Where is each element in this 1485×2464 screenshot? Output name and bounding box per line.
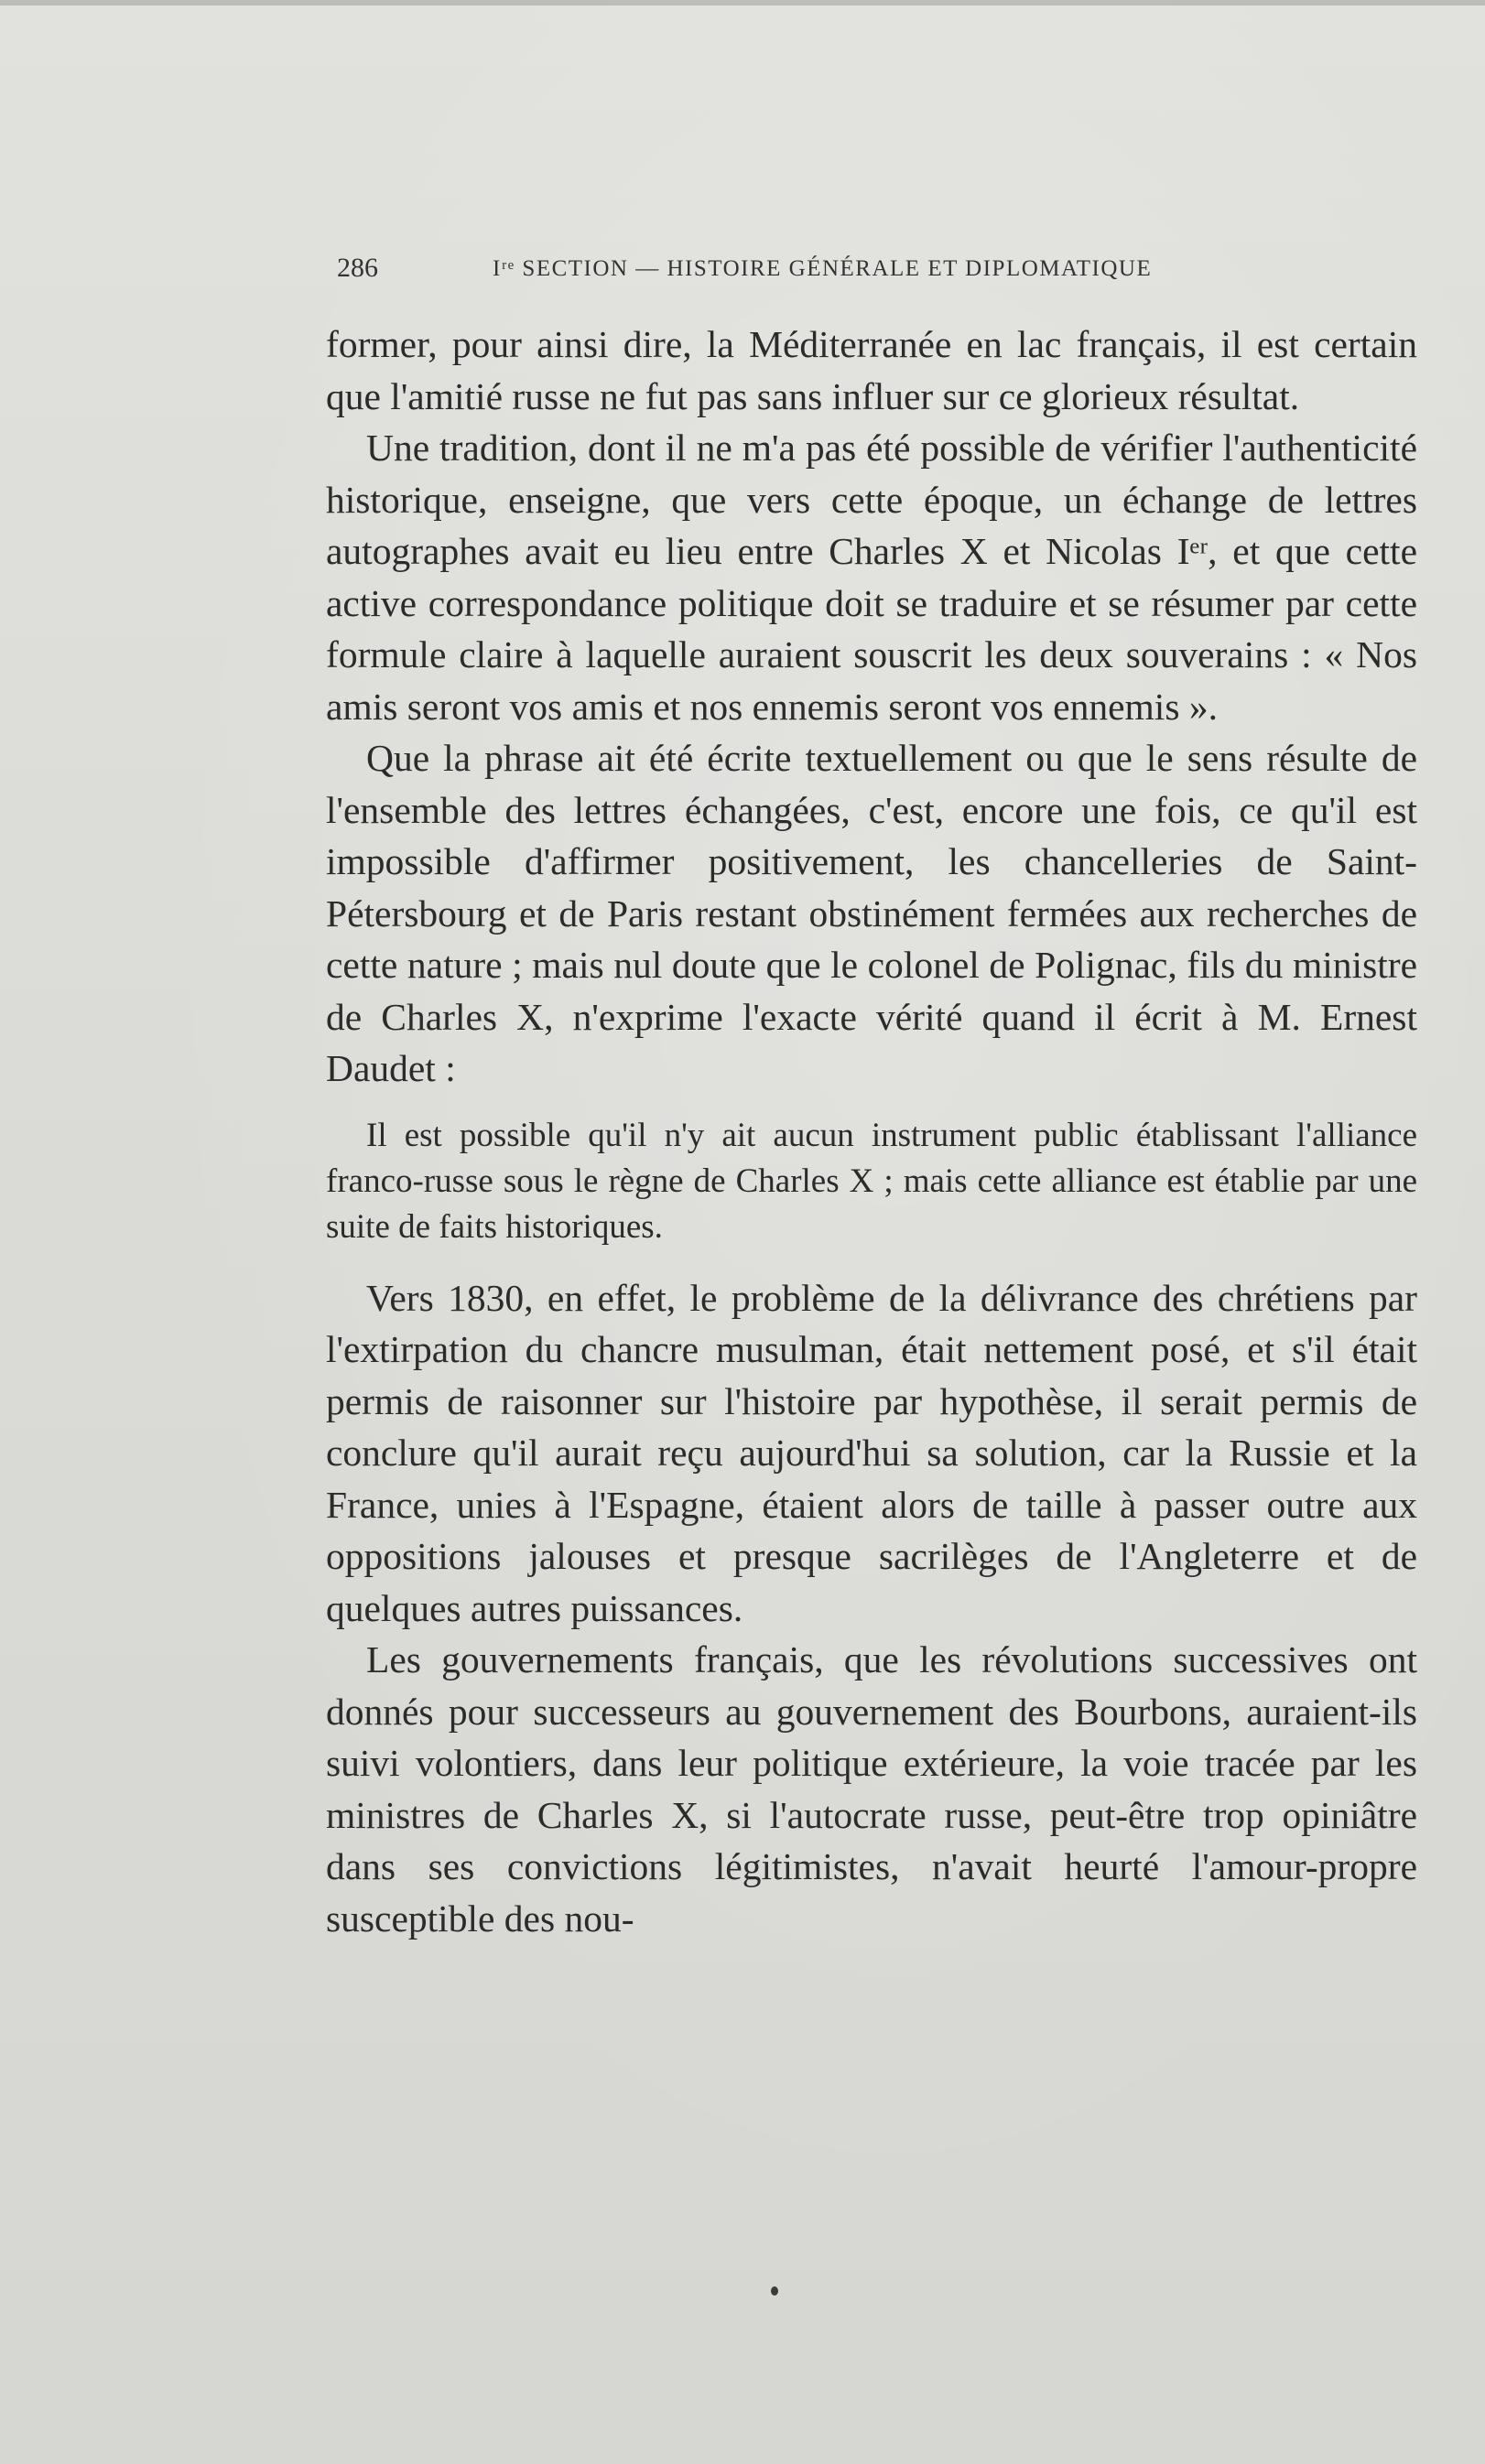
- paragraph-tradition: Une tradition, dont il ne m'a pas été possible de vérifier l'authenticité historique, enseigne, que vers cette époque, un échange de lettres autographes avait eu lieu entre Charles X et Nicolas Iᵉʳ, et que cette active correspondance politique doit se traduire et se résumer par cette formule claire à laquelle auraient souscrit les deux souverains : « Nos amis seront vos amis et nos ennemis seront vos ennemis ».: [326, 427, 1417, 728]
- page-top-edge: [0, 0, 1485, 5]
- running-head: Iʳᵉ SECTION — HISTOIRE GÉNÉRALE ET DIPLOMATIQUE: [493, 256, 1153, 281]
- paragraph-1830: Vers 1830, en effet, le problème de la délivrance des chrétiens par l'extirpation du chancre musulman, était nettement posé, et s'il était permis de raisonner sur l'histoire par hypothèse, il serait permis de conclure qu'il aurait reçu aujourd'hui sa solution, car la Russie et la France, unies à l'Espagne, étaient alors de taille à passer outre aux oppositions jalouses et presque sacrilèges de l'Angleterre et de quelques autres puissances.: [326, 1276, 1417, 1629]
- ink-speck: [771, 2286, 778, 2296]
- page-header: [337, 253, 1252, 289]
- paragraph-gouvernements: Les gouvernements français, que les révolutions successives ont donnés pour successeurs au gouvernement des Bourbons, auraient-ils suivi volontiers, dans leur politique extérieure, la voie tracée par les ministres de Charles X, si l'autocrate russe, peut-être trop opiniâtre dans ses convictions légitimistes, n'avait heurté l'amour-propre susceptible des nou-: [326, 1638, 1417, 1940]
- body-text: [326, 319, 1417, 1944]
- paragraph-continuation: former, pour ainsi dire, la Méditerranée en lac français, il est certain que l'amitié russe ne fut pas sans influer sur ce glorieux résultat.: [326, 323, 1417, 417]
- block-quote: Il est possible qu'il n'y ait aucun instrument public établissant l'alliance franco-russe sous le règne de Charles X ; mais cette alliance est établie par une suite de faits historiques.: [326, 1116, 1417, 1246]
- page-number: 286: [337, 253, 378, 283]
- paragraph-phrase: Que la phrase ait été écrite textuellement ou que le sens résulte de l'ensemble des lettres échangées, c'est, encore une fois, ce qu'il est impossible d'affirmer positivement, les chancelleries de Saint-Pétersbourg et de Paris restant obstinément fermées aux recherches de cette nature ; mais nul doute que le colonel de Polignac, fils du ministre de Charles X, n'exprime l'exacte vérité quand il écrit à M. Ernest Daudet :: [326, 737, 1417, 1089]
